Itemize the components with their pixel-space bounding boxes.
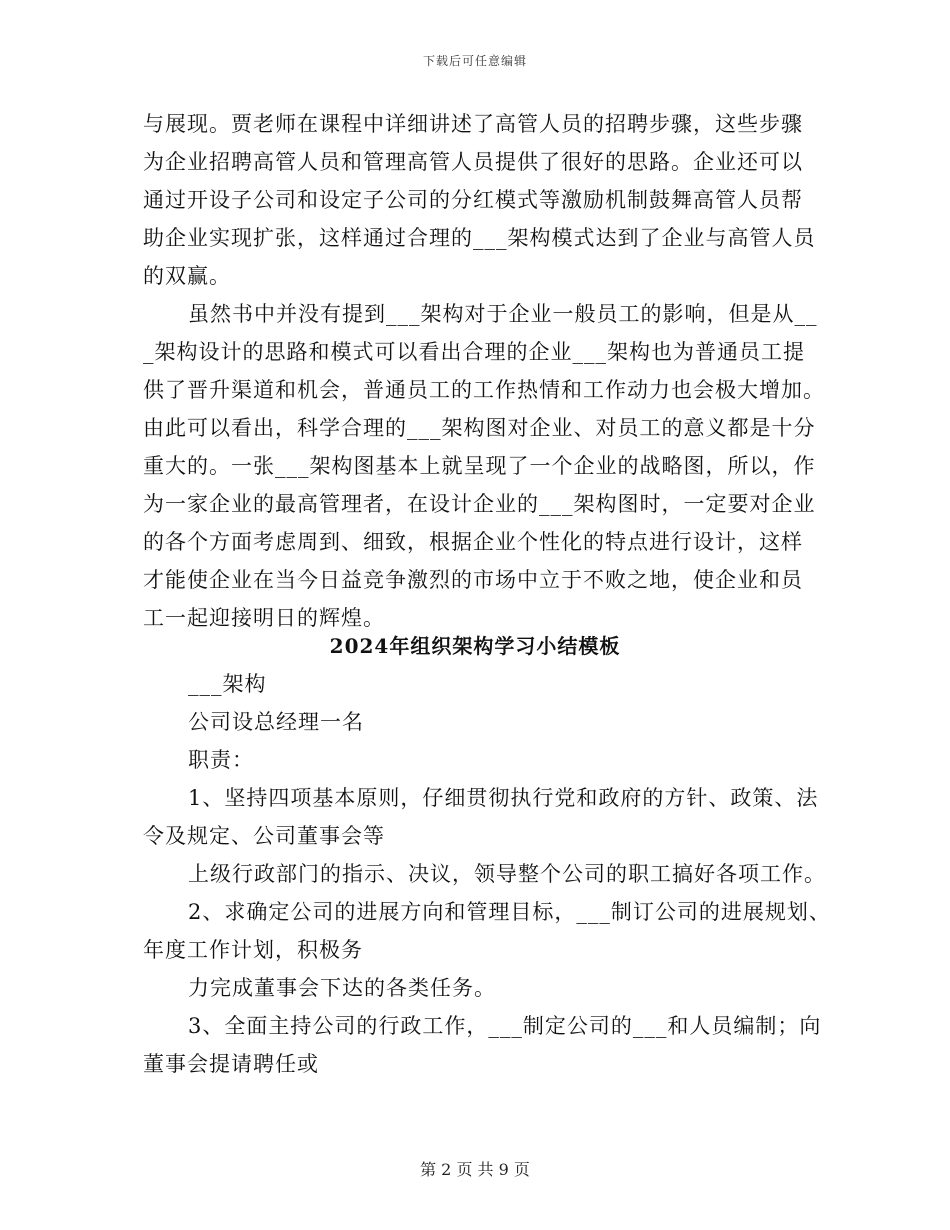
paragraph-line: 由此可以看出，科学合理的___架构图对企业、对员工的意义都是十分 bbox=[143, 416, 816, 440]
section-line: 职责： bbox=[188, 748, 254, 772]
paragraph-line: 供了晋升渠道和机会，普通员工的工作热情和工作动力也会极大增加。 bbox=[143, 378, 825, 402]
section-line: 令及规定、公司董事会等 bbox=[143, 824, 385, 848]
page-footer: 第 2 页 共 9 页 bbox=[420, 1160, 530, 1179]
paragraph-line: 工一起迎接明日的辉煌。 bbox=[143, 606, 385, 630]
paragraph-line: 助企业实现扩张，这样通过合理的___架构模式达到了企业与高管人员 bbox=[143, 226, 816, 250]
section-line: 上级行政部门的指示、决议，领导整个公司的职工搞好各项工作。 bbox=[188, 862, 826, 886]
paragraph-line: 虽然书中并没有提到___架构对于企业一般员工的影响，但是从__ bbox=[188, 302, 818, 326]
section-line: 董事会提请聘任或 bbox=[143, 1052, 319, 1076]
section-line: 2、求确定公司的进展方向和管理目标，___制订公司的进展规划、 bbox=[188, 900, 831, 924]
paragraph-line: 通过开设子公司和设定子公司的分红模式等激励机制鼓舞高管人员帮 bbox=[143, 188, 803, 212]
section-line: 1、坚持四项基本原则，仔细贯彻执行党和政府的方针、政策、法 bbox=[188, 786, 819, 810]
section-line: 年度工作计划，积极务 bbox=[143, 938, 363, 962]
paragraph-line: 的双赢。 bbox=[143, 264, 231, 288]
section-line: ___架构 bbox=[188, 672, 267, 696]
paragraph-line: 重大的。一张___架构图基本上就呈现了一个企业的战略图，所以，作 bbox=[143, 454, 816, 478]
paragraph-line: 为企业招聘高管人员和管理高管人员提供了很好的思路。企业还可以 bbox=[143, 150, 803, 174]
section-title: 2024年组织架构学习小结模板 bbox=[329, 634, 621, 658]
paragraph-line: _架构设计的思路和模式可以看出合理的企业___架构也为普通员工提 bbox=[143, 340, 805, 364]
header-note: 下载后可任意编辑 bbox=[422, 54, 527, 68]
section-line: 力完成董事会下达的各类任务。 bbox=[188, 976, 496, 1000]
paragraph-line: 为一家企业的最高管理者，在设计企业的___架构图时，一定要对企业 bbox=[143, 492, 816, 516]
paragraph-line: 与展现。贾老师在课程中详细讲述了高管人员的招聘步骤，这些步骤 bbox=[143, 112, 803, 136]
section-line: 公司设总经理一名 bbox=[188, 710, 364, 734]
section-line: 3、全面主持公司的行政工作，___制定公司的___和人员编制；向 bbox=[188, 1014, 822, 1038]
paragraph-line: 才能使企业在当今日益竞争激烈的市场中立于不败之地，使企业和员 bbox=[143, 568, 803, 592]
paragraph-line: 的各个方面考虑周到、细致，根据企业个性化的特点进行设计，这样 bbox=[143, 530, 803, 554]
